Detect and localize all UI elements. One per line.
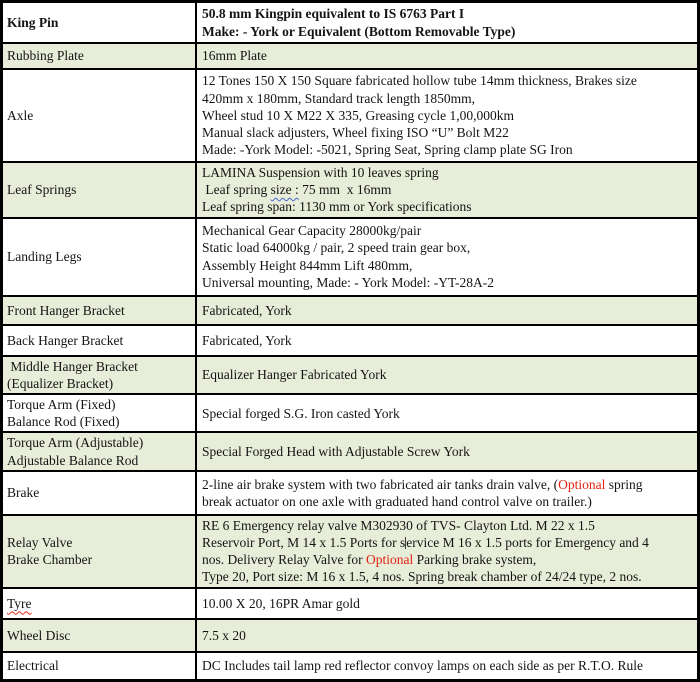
- text-segment: Leaf Springs: [7, 182, 77, 198]
- spec-value-cell: [197, 326, 697, 355]
- text-line: [202, 257, 695, 274]
- spec-label-cell: [3, 3, 197, 42]
- text-line: [202, 366, 695, 383]
- text-segment: Brake Chamber: [7, 552, 93, 568]
- text-segment: 12 Tones 150 X 150 Square fabricated hollow tube 14mm thickness, Brakes size: [202, 73, 637, 89]
- text-line: [7, 181, 193, 198]
- text-line: [7, 14, 193, 31]
- text-line: [202, 332, 695, 349]
- text-segment: Relay Valve: [7, 535, 73, 551]
- text-segment: Electrical: [7, 658, 59, 674]
- text-segment: Brake: [7, 485, 40, 501]
- text-line: [202, 239, 695, 256]
- text-segment: Special forged S.G. Iron casted York: [202, 405, 400, 421]
- text-line: [7, 413, 193, 430]
- text-line: [7, 375, 193, 392]
- text-line: [7, 595, 193, 612]
- text-line: [202, 476, 695, 493]
- text-line: [202, 627, 695, 644]
- text-segment: Parking brake system,: [413, 552, 537, 568]
- text-line: [202, 657, 695, 674]
- table-row: [3, 217, 697, 295]
- text-segment: 420mm x 180mm, Standard track length 1850mm,: [202, 90, 475, 106]
- spec-label-cell: [3, 70, 197, 161]
- spec-value-cell: [197, 3, 697, 42]
- text-line: [202, 23, 695, 40]
- spec-value-cell: [197, 219, 697, 295]
- spec-value-cell: [197, 589, 697, 618]
- table-row: [3, 68, 697, 161]
- text-line: [202, 443, 695, 460]
- spec-value-cell: [197, 297, 697, 324]
- spec-value-cell: [197, 433, 697, 469]
- spec-value-cell: [197, 395, 697, 431]
- text-segment: Middle Hanger Bracket: [7, 358, 138, 374]
- text-segment: ervice M 16 x 1.5 ports for Emergency and 4: [406, 535, 649, 551]
- spec-label-cell: [3, 357, 197, 393]
- text-segment: Fabricated, York: [202, 302, 292, 318]
- text-line: [202, 141, 695, 158]
- text-segment: Adjustable Balance Rod: [7, 452, 139, 468]
- spellcheck-text: size :: [270, 182, 299, 198]
- text-line: [7, 396, 193, 413]
- text-line: [202, 405, 695, 422]
- table-row: [3, 651, 697, 679]
- spec-label-cell: [3, 297, 197, 324]
- text-segment: Rubbing Plate: [7, 48, 84, 64]
- table-row: [3, 3, 697, 42]
- text-line: [202, 181, 695, 198]
- spec-label-cell: [3, 472, 197, 514]
- text-line: [202, 274, 695, 291]
- text-segment: Manual slack adjusters, Wheel fixing ISO “U” Bolt M22: [202, 125, 509, 141]
- text-line: [202, 198, 695, 215]
- text-segment: Leaf spring span: 1130 mm or York specifications: [202, 199, 472, 215]
- text-line: [202, 72, 695, 89]
- spec-value-cell: [197, 357, 697, 393]
- spec-label-cell: [3, 44, 197, 68]
- text-segment: Torque Arm (Fixed): [7, 397, 116, 413]
- text-line: [202, 222, 695, 239]
- text-line: [7, 302, 193, 319]
- text-segment: Universal mounting, Made: - York Model: -YT-28A-2: [202, 274, 494, 290]
- text-segment: Equalizer Hanger Fabricated York: [202, 367, 387, 383]
- highlighted-text: Optional: [558, 476, 606, 492]
- text-segment: Reservoir Port, M 14 x 1.5 Ports for s: [202, 535, 406, 551]
- text-segment: Leaf spring: [202, 182, 271, 198]
- spec-value-cell: [197, 653, 697, 679]
- text-line: [202, 493, 695, 510]
- text-segment: Landing Legs: [7, 249, 82, 264]
- text-segment: LAMINA Suspension with 10 leaves spring: [202, 165, 439, 180]
- spec-label-cell: [3, 219, 197, 295]
- text-line: [7, 627, 193, 644]
- text-line: [7, 534, 193, 551]
- spec-value-cell: [197, 163, 697, 217]
- text-line: [202, 124, 695, 141]
- text-line: [202, 164, 695, 181]
- table-row: [3, 431, 697, 469]
- spec-label-cell: [3, 516, 197, 587]
- spec-label-cell: [3, 589, 197, 618]
- text-segment: Back Hanger Bracket: [7, 332, 124, 348]
- text-line: [202, 302, 695, 319]
- text-line: [7, 484, 193, 501]
- table-row: [3, 324, 697, 355]
- spec-value-cell: [197, 44, 697, 68]
- text-line: [7, 434, 193, 451]
- text-segment: break actuator on one axle with graduated hand control valve on trailer.): [202, 493, 592, 509]
- text-line: [202, 5, 695, 22]
- text-segment: 16mm Plate: [202, 48, 267, 64]
- text-line: [202, 551, 695, 568]
- text-line: [7, 248, 193, 265]
- table-row: [3, 470, 697, 514]
- text-segment: 50.8 mm Kingpin equivalent to IS 6763 Part I: [202, 6, 465, 22]
- text-segment: Front Hanger Bracket: [7, 302, 125, 318]
- text-segment: 10.00 X 20, 16PR Amar gold: [202, 595, 360, 611]
- text-line: [7, 551, 193, 568]
- spec-value-cell: [197, 516, 697, 587]
- text-line: [202, 534, 695, 551]
- text-segment: spring: [605, 476, 643, 492]
- text-segment: King Pin: [7, 14, 59, 30]
- text-segment: Special Forged Head with Adjustable Screw York: [202, 444, 470, 460]
- text-segment: RE 6 Emergency relay valve M302930 of TVS- Clayton Ltd. M 22 x 1.5: [202, 517, 595, 533]
- table-row: [3, 514, 697, 587]
- text-segment: (Equalizer Bracket): [7, 375, 114, 391]
- spec-value-cell: [197, 472, 697, 514]
- table-row: [3, 355, 697, 393]
- text-line: [7, 107, 193, 124]
- spec-label-cell: [3, 163, 197, 217]
- text-segment: Mechanical Gear Capacity 28000kg/pair: [202, 223, 422, 239]
- spec-label-cell: [3, 433, 197, 469]
- text-segment: Make: - York or Equivalent (Bottom Removable Type): [202, 23, 516, 39]
- table-row: [3, 161, 697, 217]
- table-row: [3, 587, 697, 618]
- table-row: [3, 295, 697, 324]
- text-line: [202, 568, 695, 585]
- spec-value-cell: [197, 70, 697, 161]
- text-segment: Wheel Disc: [7, 627, 71, 643]
- text-segment: 75 mm x 16mm: [298, 182, 392, 198]
- text-segment: Fabricated, York: [202, 332, 292, 348]
- text-line: [202, 47, 695, 64]
- text-line: [7, 47, 193, 64]
- text-segment: Torque Arm (Adjustable): [7, 435, 144, 451]
- text-line: [7, 358, 193, 375]
- highlighted-text: Optional: [365, 552, 414, 568]
- text-segment: Made: -York Model: -5021, Spring Seat, Spring clamp plate SG Iron: [202, 142, 573, 158]
- text-segment: Axle: [7, 107, 34, 123]
- text-segment: Assembly Height 844mm Lift 480mm,: [202, 257, 413, 273]
- text-line: [7, 452, 193, 469]
- text-segment: Wheel stud 10 X M22 X 335, Greasing cycle 1,00,000km: [202, 107, 514, 123]
- text-line: [7, 332, 193, 349]
- spellcheck-text: Tyre: [7, 595, 32, 611]
- text-segment: nos. Delivery Relay Valve for: [202, 552, 366, 568]
- spec-label-cell: [3, 326, 197, 355]
- text-line: [202, 517, 695, 534]
- spec-label-cell: [3, 395, 197, 431]
- text-segment: Static load 64000kg / pair, 2 speed train gear box,: [202, 240, 471, 256]
- spec-label-cell: [3, 653, 197, 679]
- table-row: [3, 42, 697, 68]
- text-segment: Balance Rod (Fixed): [7, 414, 120, 430]
- text-line: [202, 595, 695, 612]
- text-line: [202, 107, 695, 124]
- text-segment: Type 20, Port size: M 16 x 1.5, 4 nos. Spring break chamber of 24/24 type, 2 nos.: [202, 569, 642, 585]
- table-row: [3, 393, 697, 431]
- text-segment: DC Includes tail lamp red reflector convoy lamps on each side as per R.T.O. Rule: [202, 658, 643, 674]
- text-line: [202, 90, 695, 107]
- text-line: [7, 657, 193, 674]
- text-segment: 2-line air brake system with two fabricated air tanks drain valve, (: [202, 476, 559, 492]
- text-segment: 7.5 x 20: [202, 627, 246, 643]
